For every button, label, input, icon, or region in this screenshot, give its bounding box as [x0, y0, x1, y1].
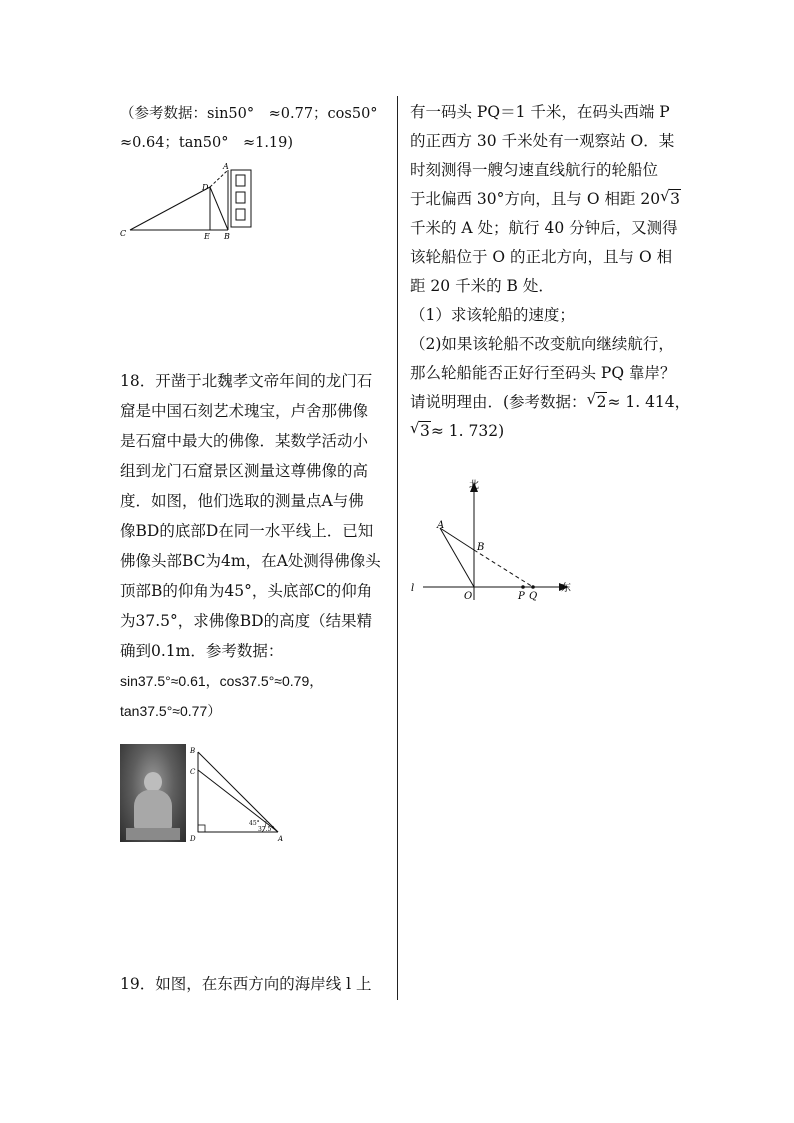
question-18 [120, 366, 392, 726]
right-column [410, 98, 690, 446]
q19-line: 距 20 千米的 B 处． [410, 277, 554, 295]
q19-line-4 [410, 185, 690, 214]
q19-part-1: （1）求该轮船的速度； [410, 306, 575, 324]
q18-line: sin37.5°≈0.61，cos37.5°≈0.79， [120, 673, 324, 689]
statue-base [126, 828, 180, 840]
statue-head [144, 772, 162, 792]
figure-coastline-ship [405, 476, 585, 606]
statue-torso [134, 790, 172, 830]
reference-data-line-2: ≈0.64；tan50° ≈1.19) [120, 135, 294, 151]
point-a-label: A [437, 520, 445, 531]
fig2-angle-45: 45° [249, 820, 260, 827]
north-label: 北 [469, 480, 479, 491]
q18-line: 像BD的底部D在同一水平线上．已知 [120, 522, 374, 540]
figure-buddha-triangle [188, 744, 284, 844]
q19-line: 有一码头 PQ＝1 千米，在码头西端 P [410, 103, 670, 121]
coastline-label: l [411, 583, 415, 594]
q19-line-12: √ 3≈ 1. 732) [410, 417, 690, 446]
point-o-label: O [464, 591, 473, 602]
q19-line: 时刻测得一艘匀速直线航行的轮船位 [410, 161, 659, 179]
q19-line: 该轮船位于 O 的正北方向，且与 O 相 [410, 248, 673, 266]
q19-line-4-text: 于北偏西 30°方向，且与 O 相距 20 [410, 190, 661, 208]
sqrt-3: √ 3 [660, 187, 680, 208]
sqrt-2: √ 2 [586, 390, 607, 411]
q18-line: 确到0.1m．参考数据： [120, 642, 284, 660]
q18-line: tan37.5°≈0.77） [120, 703, 222, 719]
fig2-label-a: A [278, 835, 284, 843]
fig2-angle-375: 37.5° [258, 826, 275, 833]
q19-line-11: 请说明理由．(参考数据： √ 2≈ 1. 414， [410, 388, 690, 417]
left-column [120, 100, 392, 158]
fig2-label-b: B [190, 747, 196, 755]
q18-line: 组到龙门石窟景区测量这尊佛像的高 [120, 462, 369, 480]
point-q-label: Q [529, 591, 538, 602]
q18-line: 度．如图，他们选取的测量点A与佛 [120, 492, 364, 510]
fig1-label-b: B [224, 232, 230, 240]
fig2-label-d: D [190, 835, 196, 843]
figure-building-triangle [118, 160, 258, 240]
q19-line: 的正西方 30 千米处有一观察站 O．某 [410, 132, 675, 150]
q18-line: 18．开凿于北魏孝文帝年间的龙门石 [120, 372, 373, 390]
q19-line: 千米的 A 处；航行 40 分钟后，又测得 [410, 219, 678, 237]
q18-line: 佛像头部BC为4m，在A处测得佛像头 [120, 552, 381, 570]
fig1-label-c: C [120, 229, 127, 238]
east-label: 东 [561, 583, 571, 594]
sqrt-3: √ 3 [410, 419, 430, 440]
fig1-label-e: E [204, 232, 210, 240]
q18-line: 顶部B的仰角为45°，头底部C的仰角 [120, 582, 373, 600]
q18-line: 窟是中国石刻艺术瑰宝，卢舍那佛像 [120, 402, 369, 420]
point-b-label: B [477, 542, 485, 553]
column-divider [397, 96, 398, 1000]
fig1-label-d: D [202, 183, 209, 192]
reference-data-line-1: （参考数据：sin50° ≈0.77；cos50° [120, 106, 378, 122]
fig1-label-a: A [223, 162, 229, 171]
buddha-statue-photo [120, 744, 186, 842]
q19-line: 那么轮船能否正好行至码头 PQ 靠岸？ [410, 364, 676, 382]
q18-line: 是石窟中最大的佛像．某数学活动小 [120, 432, 369, 450]
question-19-start [120, 970, 392, 999]
fig2-label-c: C [190, 768, 196, 776]
q18-line: 为37.5°，求佛像BD的高度（结果精 [120, 612, 373, 630]
q19-line: 19．如图，在东西方向的海岸线 l 上 [120, 975, 372, 993]
point-p-label: P [518, 591, 525, 602]
q19-part-2: （2)如果该轮船不改变航向继续航行， [410, 335, 674, 353]
